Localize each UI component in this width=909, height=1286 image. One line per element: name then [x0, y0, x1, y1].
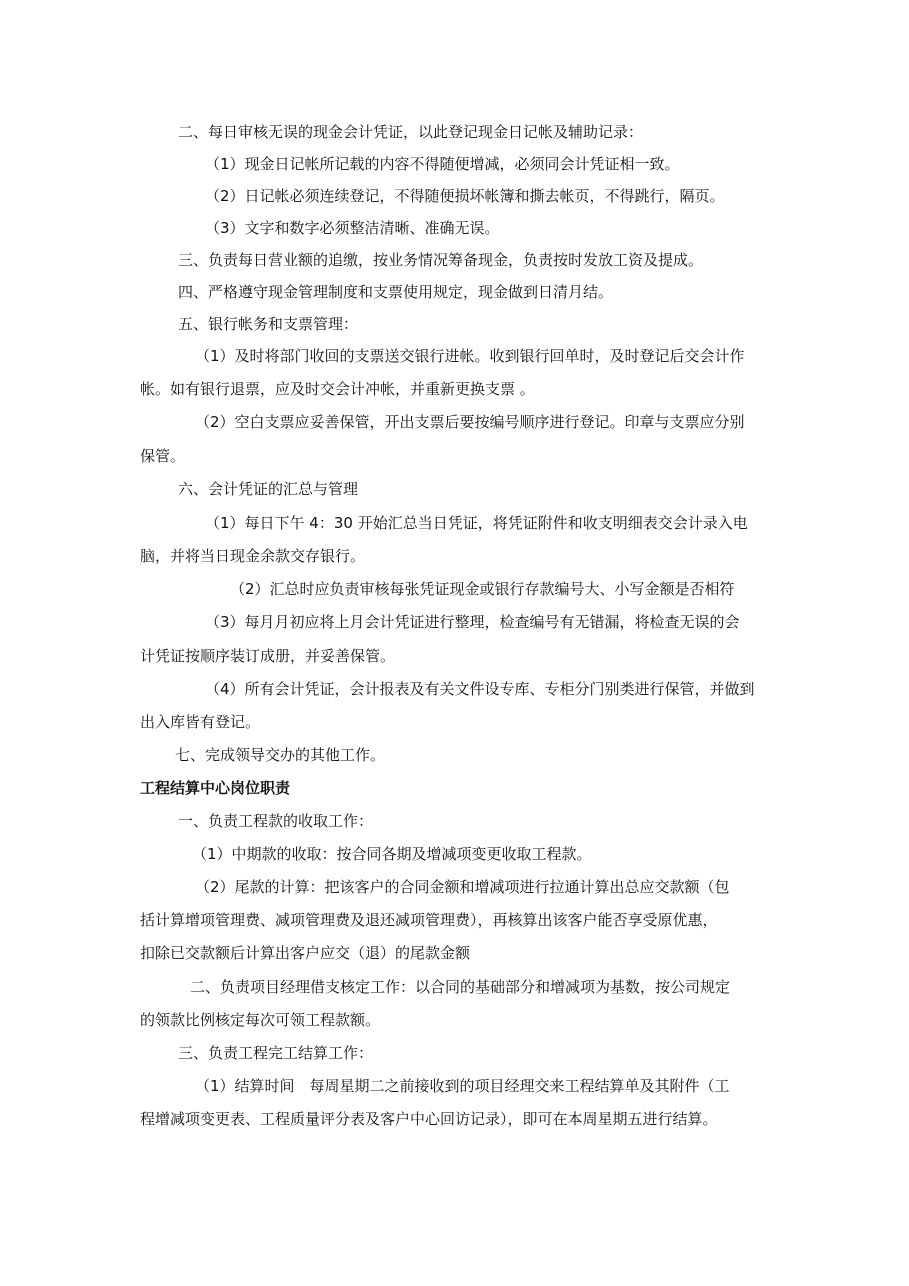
section-5-item-2-line-1: （2）空白支票应妥善保管，开出支票后要按编号顺序进行登记。印章与支票应分别: [195, 413, 745, 431]
settlement-section-1-item-1: （1）中期款的收取：按合同各期及增减项变更收取工程款。: [192, 845, 592, 863]
section-6-item-3-line-2: 计凭证按顺序装订成册，并妥善保管。: [140, 647, 396, 665]
settlement-center-title: 工程结算中心岗位职责: [140, 779, 291, 797]
section-6-item-3-line-1: （3）每月月初应将上月会计凭证进行整理，检查编号有无错漏，将检查无误的会: [205, 613, 740, 631]
section-2-item-2: （2）日记帐必须连续登记，不得随便损坏帐簿和撕去帐页，不得跳行，隔页。: [205, 187, 725, 205]
settlement-section-1-item-2-line-3: 扣除已交款额后计算出客户应交（退）的尾款金额: [140, 944, 471, 962]
section-7-heading: 七、完成领导交办的其他工作。: [175, 746, 386, 764]
section-2-heading: 二、每日审核无误的现金会计凭证，以此登记现金日记帐及辅助记录：: [178, 123, 644, 141]
section-2-item-3: （3）文字和数字必须整洁清晰、准确无误。: [205, 219, 500, 237]
section-6-item-4-line-2: 出入库皆有登记。: [140, 713, 261, 731]
settlement-section-1-item-2-line-1: （2）尾款的计算：把该客户的合同金额和增减项进行拉通计算出总应交款额（包: [195, 878, 730, 896]
section-5-item-1-line-1: （1）及时将部门收回的支票送交银行进帐。收到银行回单时，及时登记后交会计作: [195, 347, 745, 365]
settlement-section-3-heading: 三、负责工程完工结算工作：: [178, 1044, 374, 1062]
settlement-section-3-item-1-line-1: （1）结算时间 每周星期二之前接收到的项目经理交来工程结算单及其附件（工: [195, 1077, 730, 1095]
settlement-section-2-line-1: 二、负责项目经理借支核定工作：以合同的基础部分和增减项为基数，按公司规定: [190, 978, 731, 996]
section-6-heading: 六、会计凭证的汇总与管理: [178, 480, 359, 498]
section-6-item-2: （2）汇总时应负责审核每张凭证现金或银行存款编号大、小写金额是否相符: [230, 580, 735, 598]
settlement-section-1-item-2-line-2: 括计算增项管理费、减项管理费及退还减项管理费），再核算出该客户能否享受原优惠，: [140, 911, 718, 929]
settlement-section-1-heading: 一、负责工程款的收取工作：: [178, 812, 374, 830]
section-6-item-1-line-2: 脑，并将当日现金余款交存银行。: [140, 547, 366, 565]
section-2-item-1: （1）现金日记帐所记载的内容不得随便增减，必须同会计凭证相一致。: [205, 155, 680, 173]
section-4-heading: 四、严格遵守现金管理制度和支票使用规定，现金做到日清月结。: [178, 283, 614, 301]
section-6-item-1-line-1: （1）每日下午 4：30 开始汇总当日凭证，将凭证附件和收支明细表交会计录入电: [205, 514, 748, 532]
settlement-section-2-line-2: 的领款比例核定每次可领工程款额。: [140, 1011, 381, 1029]
section-6-item-4-line-1: （4）所有会计凭证，会计报表及有关文件设专库、专柜分门别类进行保管，并做到: [205, 680, 755, 698]
settlement-section-3-item-1-line-2: 程增减项变更表、工程质量评分表及客户中心回访记录），即可在本周星期五进行结算。: [140, 1110, 718, 1128]
section-3-heading: 三、负责每日营业额的追缴，按业务情况筹备现金，负责按时发放工资及提成。: [178, 251, 704, 269]
section-5-item-2-line-2: 保管。: [140, 447, 186, 465]
section-5-heading: 五、银行帐务和支票管理：: [178, 315, 359, 333]
section-5-item-1-line-2: 帐。如有银行退票，应及时交会计冲帐，并重新更换支票 。: [140, 380, 535, 398]
